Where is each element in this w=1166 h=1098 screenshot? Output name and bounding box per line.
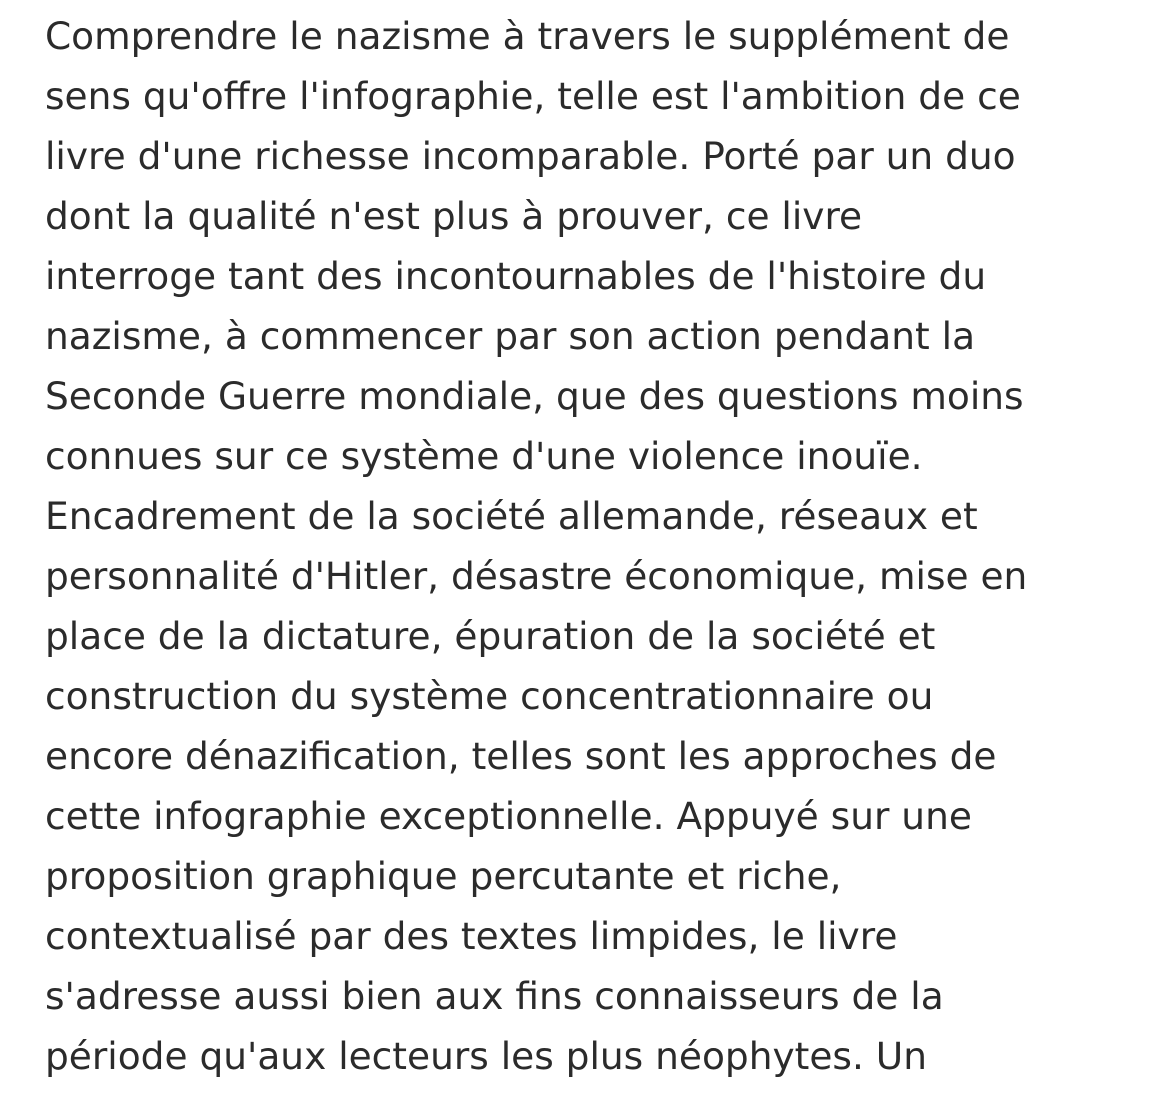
text-line: encore dénazification, telles sont les approches de <box>45 734 997 778</box>
text-line: s'adresse aussi bien aux fins connaisseurs de la <box>45 974 944 1018</box>
text-line: dont la qualité n'est plus à prouver, ce livre <box>45 194 863 238</box>
text-line: contextualisé par des textes limpides, le livre <box>45 914 898 958</box>
text-line: nazisme, à commencer par son action pendant la <box>45 314 976 358</box>
text-line: sens qu'offre l'infographie, telle est l'ambition de ce <box>45 74 1021 118</box>
text-line: Comprendre le nazisme à travers le supplément de <box>45 14 1010 58</box>
text-line: interroge tant des incontournables de l'histoire du <box>45 254 987 298</box>
text-line: période qu'aux lecteurs les plus néophytes. Un <box>45 1034 928 1078</box>
text-line: proposition graphique percutante et riche, <box>45 854 842 898</box>
text-line: construction du système concentrationnaire ou <box>45 674 934 718</box>
text-line: livre d'une richesse incomparable. Porté par un duo <box>45 134 1016 178</box>
text-line: Seconde Guerre mondiale, que des questions moins <box>45 374 1024 418</box>
book-description <box>45 6 1145 1086</box>
text-line: Encadrement de la société allemande, réseaux et <box>45 494 978 538</box>
text-line: cette infographie exceptionnelle. Appuyé sur une <box>45 794 972 838</box>
text-line: place de la dictature, épuration de la société et <box>45 614 936 658</box>
text-line: connues sur ce système d'une violence inouïe. <box>45 434 923 478</box>
text-line: personnalité d'Hitler, désastre économique, mise en <box>45 554 1028 598</box>
